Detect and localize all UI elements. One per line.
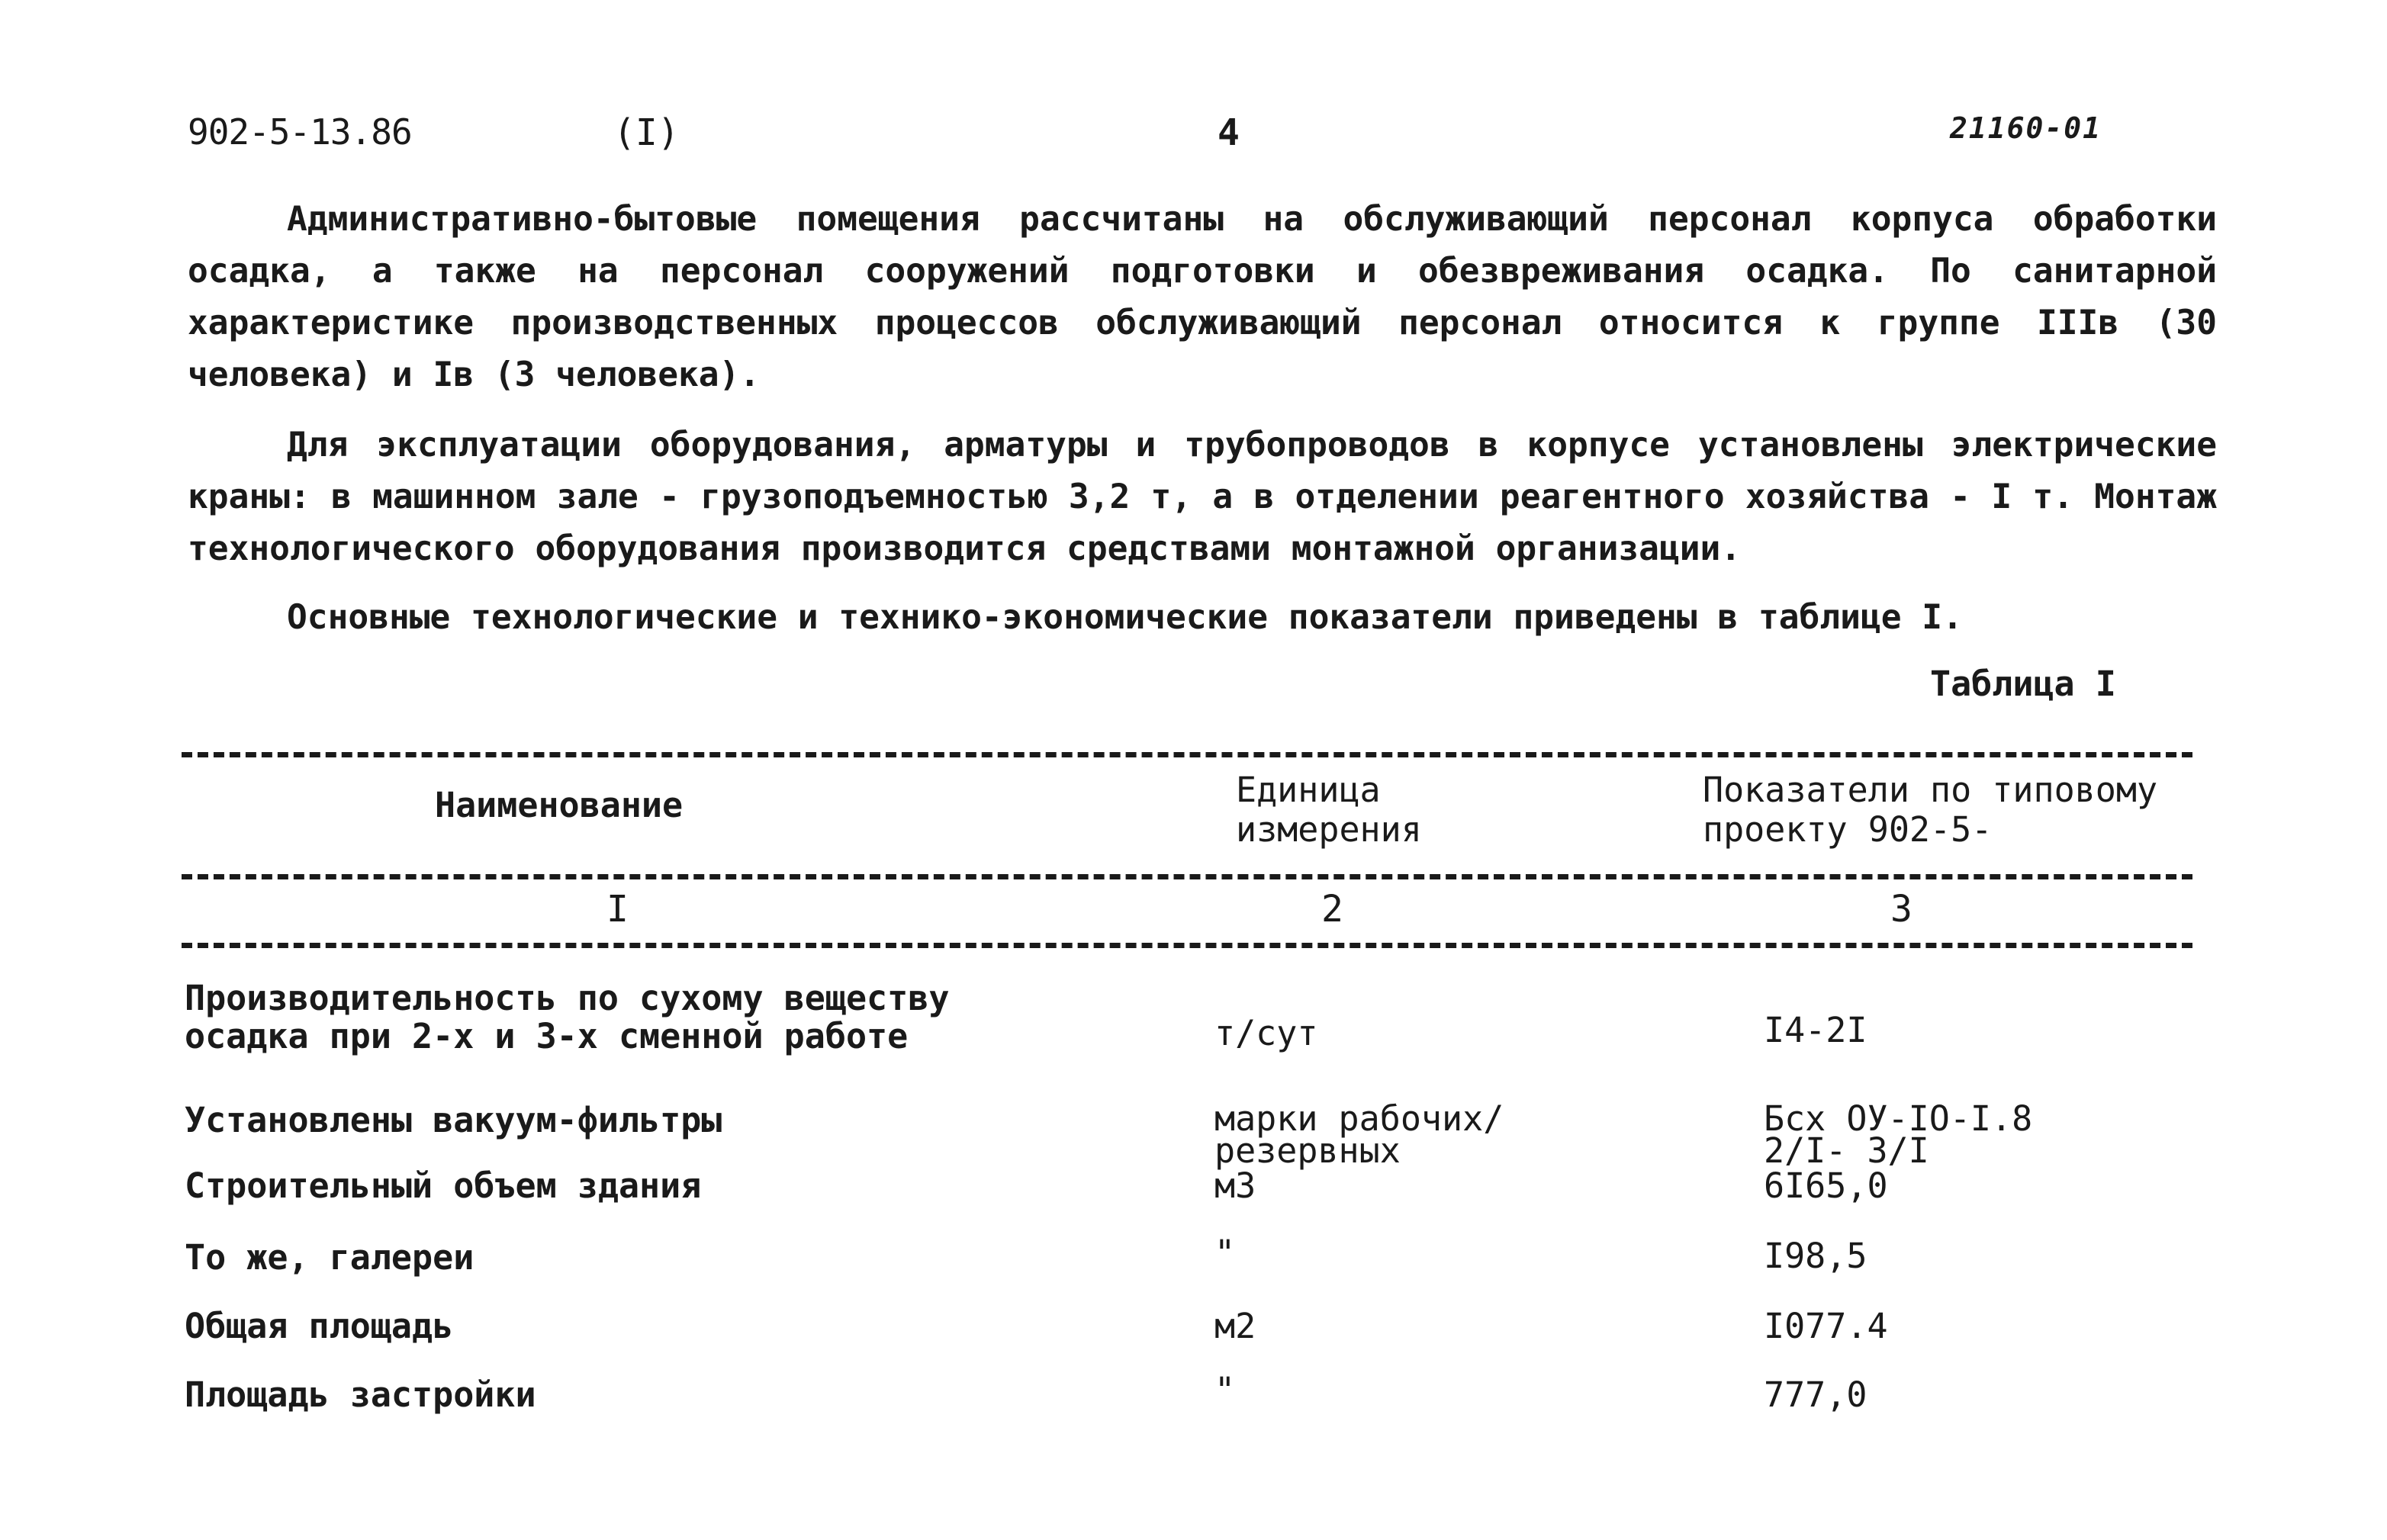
column-number: I bbox=[606, 888, 629, 931]
header-bottom-rule bbox=[182, 874, 2192, 879]
inventory-number: 21160-01 bbox=[1950, 111, 2102, 145]
row-unit: м2 bbox=[1214, 1306, 1256, 1346]
row-unit: м3 bbox=[1214, 1165, 1256, 1206]
row-value: 6I65,0 bbox=[1764, 1165, 1888, 1206]
column-number: 3 bbox=[1890, 888, 1912, 931]
row-name: Производительность по сухому веществу осадка при 2-х и 3-х сменной работе bbox=[185, 978, 950, 1056]
row-value: Бсх ОУ-IO-I.8 2/I- 3/I bbox=[1764, 1098, 2033, 1171]
header-value: Показатели по типовому проекту 902-5- bbox=[1703, 770, 2158, 850]
column-number: 2 bbox=[1321, 888, 1343, 931]
row-unit: марки рабочих/резервных bbox=[1214, 1098, 1504, 1171]
row-value: I077.4 bbox=[1764, 1306, 1888, 1346]
row-unit: " bbox=[1214, 1233, 1236, 1273]
row-unit: " bbox=[1214, 1370, 1236, 1410]
row-value: I98,5 bbox=[1764, 1236, 1867, 1276]
header-name: Наименование bbox=[435, 785, 684, 825]
page-number: 4 bbox=[1218, 111, 1240, 154]
paragraph-cranes: Для эксплуатации оборудования, арматуры и трубопроводов в корпусе установлены электрические краны: в машинном зале - грузоподъемностью 3,2 т, а в отделении реагентного хозяйства - I т. Монтаж технологического оборудования производится средствами монтажной организации. bbox=[188, 426, 2217, 568]
paragraph-indicators: Основные технологические и технико-экономические показатели приведены в таблице I. bbox=[287, 598, 1963, 637]
header-unit: Единица измерения bbox=[1236, 770, 1422, 850]
row-value: I4-2I bbox=[1764, 1010, 1867, 1050]
row-name: То же, галереи bbox=[185, 1237, 475, 1278]
sheet-label: (I) bbox=[613, 111, 680, 154]
row-value: 777,0 bbox=[1764, 1374, 1867, 1415]
row-name: Строительный объем здания bbox=[185, 1165, 702, 1206]
document-code: 902-5-13.86 bbox=[188, 111, 412, 153]
table-caption: Таблица I bbox=[1930, 664, 2116, 704]
paragraph-staff: Административно-бытовые помещения рассчитаны на обслуживающий персонал корпуса обработки осадка, а также на персонал сооружений подготовки и обезвреживания осадка. По санитарной характеристике производственных процессов обслуживающий персонал относится к группе IIIв (30 человека) и Iв (3 человека). bbox=[188, 200, 2217, 394]
row-name: Площадь застройки bbox=[185, 1374, 536, 1415]
column-numbers-rule bbox=[182, 943, 2192, 948]
row-name: Установлены вакуум-фильтры bbox=[185, 1100, 722, 1140]
row-unit: т/сут bbox=[1214, 1013, 1318, 1053]
table-top-rule bbox=[182, 752, 2192, 757]
row-name: Общая площадь bbox=[185, 1306, 454, 1346]
